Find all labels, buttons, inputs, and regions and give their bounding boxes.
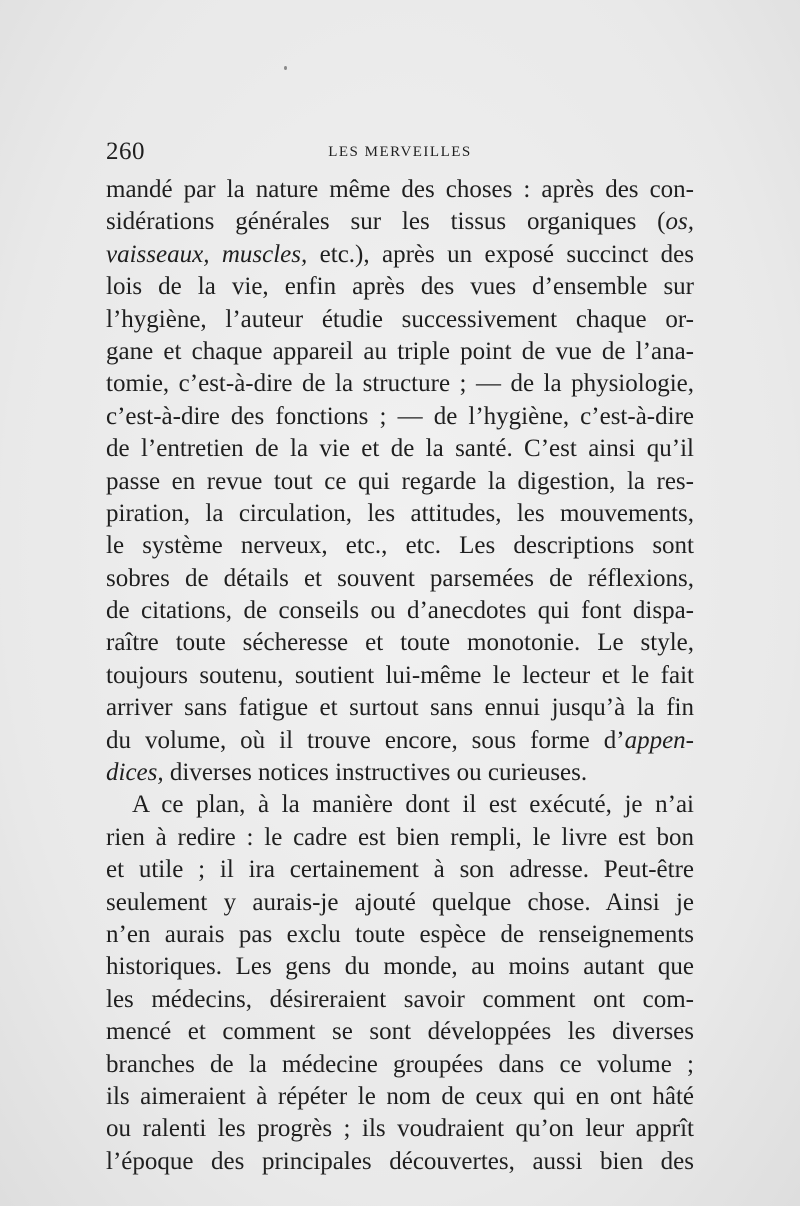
text-line: de citations, de conseils ou d’anecdotes qui font dispa- xyxy=(106,597,694,625)
text-line: piration, la circulation, les attitudes, les mouvements, xyxy=(106,499,694,527)
text-line: toujours soutenu, soutient lui-même le lecteur et le fait xyxy=(106,661,694,689)
text-line: tomie, c’est-à-dire de la structure ; — de la physiologie, xyxy=(106,370,694,398)
body-text xyxy=(106,174,694,1178)
text-line: branches de la médecine groupées dans ce volume ; xyxy=(106,1050,694,1078)
text-line: du volume, où il trouve encore, sous forme d’appen- xyxy=(106,726,694,754)
text-line: seulement y aurais-je ajouté quelque chose. Ainsi je xyxy=(106,888,694,916)
text-line: dices, diverses notices instructives ou curieuses. xyxy=(106,759,588,787)
text-line: raître toute sécheresse et toute monotonie. Le style, xyxy=(106,629,694,657)
text-line: et utile ; il ira certainement à son adresse. Peut-être xyxy=(106,856,694,884)
page-header xyxy=(106,138,694,168)
page-number: 260 xyxy=(106,138,145,165)
text-line: c’est-à-dire des fonctions ; — de l’hygiène, c’est-à-dire xyxy=(106,402,694,430)
text-line: A ce plan, à la manière dont il est exécuté, je n’ai xyxy=(132,791,694,819)
text-line: ils aimeraient à répéter le nom de ceux qui en ont hâté xyxy=(106,1082,694,1110)
text-line: rien à redire : le cadre est bien rempli, le livre est bon xyxy=(106,823,694,851)
text-line: l’hygiène, l’auteur étudie successivement chaque or- xyxy=(106,305,694,333)
text-line: de l’entretien de la vie et de la santé. C’est ainsi qu’il xyxy=(106,435,694,463)
text-line: ou ralenti les progrès ; ils voudraient qu’on leur apprît xyxy=(106,1115,694,1143)
text-line: sidérations générales sur les tissus organiques (os, xyxy=(106,208,694,236)
text-line: n’en aurais pas exclu toute espèce de renseignements xyxy=(106,920,694,948)
text-line: les médecins, désireraient savoir comment ont com- xyxy=(106,985,694,1013)
text-line: mencé et comment se sont développées les diverses xyxy=(106,1018,694,1046)
text-line: sobres de détails et souvent parsemées de réflexions, xyxy=(106,564,694,592)
text-line: passe en revue tout ce qui regarde la digestion, la res- xyxy=(106,467,694,495)
paper-speck xyxy=(284,66,287,70)
text-line: gane et chaque appareil au triple point de vue de l’ana- xyxy=(106,337,694,365)
text-line: le système nerveux, etc., etc. Les descriptions sont xyxy=(106,532,694,560)
text-line: mandé par la nature même des choses : après des con- xyxy=(106,176,694,203)
running-title: LES MERVEILLES xyxy=(328,144,472,160)
text-line: arriver sans fatigue et surtout sans ennui jusqu’à la fin xyxy=(106,694,694,722)
text-line: vaisseaux, muscles, etc.), après un exposé succinct des xyxy=(106,240,694,268)
text-line: lois de la vie, enfin après des vues d’ensemble sur xyxy=(106,273,694,301)
text-line: historiques. Les gens du monde, au moins autant que xyxy=(106,953,694,981)
text-line: l’époque des principales découvertes, aussi bien des xyxy=(106,1147,694,1175)
